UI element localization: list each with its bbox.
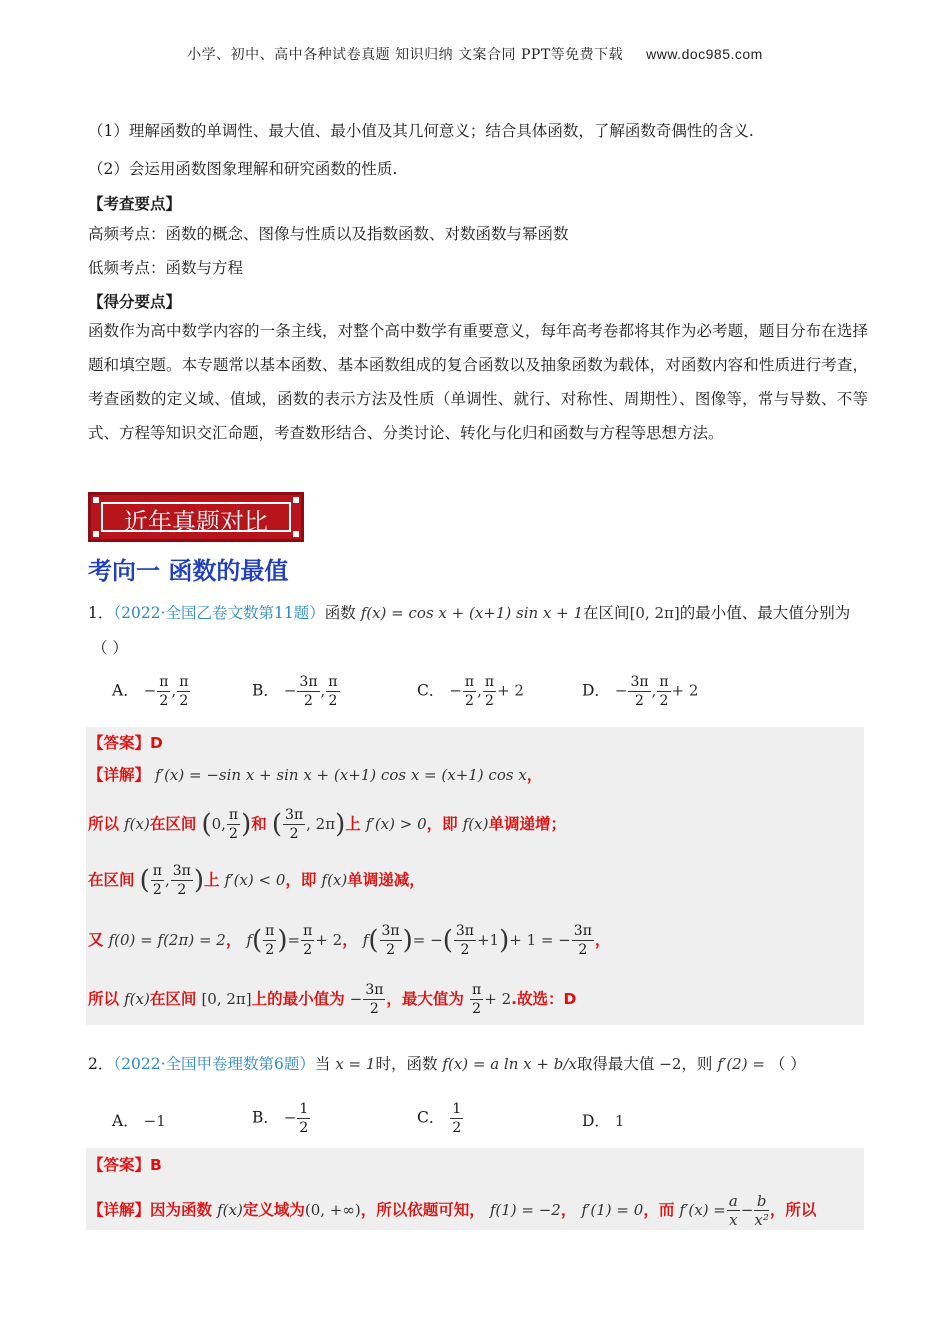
question-number: 1． <box>88 604 114 622</box>
interval: [0, 2π] <box>629 604 680 622</box>
derivative-formula: f′(x) = −sin x + sin x + (x+1) cos x = (x+1) cos x <box>155 766 527 784</box>
objective-2: （2）会运用函数图象理解和研究函数的性质. <box>88 160 398 178</box>
stem-text: 的最小值、最大值分别为 <box>679 604 851 622</box>
q1-answer: 【答案】D <box>88 734 163 752</box>
low-frequency-points: 低频考点：函数与方程 <box>88 259 244 277</box>
detail-text: 上 <box>345 815 361 833</box>
detail-text: ，最大值为 <box>386 990 464 1008</box>
option-value: −1 <box>143 1112 166 1130</box>
option-b[interactable]: B． − $\frac{3\pi}{2}$ , $\frac{\pi}{2}$ <box>252 674 338 709</box>
function-formula: f(x) = a ln x + b/x <box>442 1055 577 1073</box>
question-2-stem <box>88 1052 868 1076</box>
interval: [0, 2π] <box>201 990 252 1008</box>
detail-text: ，所以 <box>769 1201 817 1219</box>
detail-text: 在区间 <box>149 990 197 1008</box>
detail-text: 在区间 <box>149 815 197 833</box>
option-label: A． <box>112 1112 139 1130</box>
option-label: C． <box>417 681 445 700</box>
option-d[interactable] <box>582 1109 624 1131</box>
detail-text: 因为函数 <box>150 1201 213 1219</box>
detail-text: ，即 <box>285 871 317 889</box>
exam-points-tag: 【考查要点】 <box>88 194 182 213</box>
asked-expression: f′(2) = <box>717 1055 765 1073</box>
detail-text: 所以 <box>88 815 120 833</box>
question-source: （2022·全国甲卷理数第6题） <box>113 1055 315 1073</box>
max-value: −2 <box>659 1055 682 1073</box>
inequality: f′(x) > 0 <box>365 815 427 833</box>
detail-text: 在区间 <box>88 871 135 889</box>
detail-text: 单调递减， <box>347 871 425 889</box>
question-1-stem <box>88 601 868 625</box>
detail-text: 又 <box>88 931 104 949</box>
option-label: C． <box>417 1108 445 1127</box>
question-source: （2022·全国乙卷文数第11题） <box>113 604 325 622</box>
question-number: 2． <box>88 1055 114 1073</box>
detail-text: 所以 <box>88 990 120 1008</box>
option-label: A． <box>112 681 139 700</box>
option-b[interactable]: B． − $\frac{1}{2}$ <box>252 1101 309 1136</box>
answer-blank: （ ） <box>92 639 128 657</box>
detail-text: 上 <box>204 871 220 889</box>
option-c[interactable]: C． $\frac{1}{2}$ <box>417 1101 462 1136</box>
objective-1: （1）理解函数的单调性、最大值、最小值及其几何意义；结合具体函数，了解函数奇偶性的含义. <box>88 122 754 140</box>
score-points-tag: 【得分要点】 <box>88 292 182 311</box>
detail-text: .故选：D <box>511 990 577 1008</box>
detail-tag: 【详解】 <box>88 766 151 784</box>
detail-text: 定义域为 <box>242 1201 305 1219</box>
option-label: D． <box>582 681 610 700</box>
option-d[interactable]: D． − $\frac{3\pi}{2}$ , $\frac{\pi}{2}$ + 2 <box>582 674 699 709</box>
score-points-paragraph: 函数作为高中数学内容的一条主线，对整个高中数学有重要意义，每年高考卷都将其作为必考题，题目分布在选择题和填空题。本专题常以基本函数、基本函数组成的复合函数以及抽象函数为载体，对函数内容和性质进行考查，考查函数的定义域、值域，函数的表示方法及性质（单调性、就行、对称性、周期性）、图像等，常与导数、不等式、方程等知识交汇命题，考查数形结合、分类讨论、转化与化归和函数与方程等思想方法。 <box>88 322 868 442</box>
value-formula: f(0) = f(2π) = 2 <box>108 931 226 949</box>
detail-text: ，而 <box>643 1201 675 1219</box>
q2-detail-line-1: 【详解】因为函数 f(x)定义域为(0, +∞)，所以依题可知， f(1) = −2， f′(1) = 0，而 f′(x) = $\frac{a}{x}$ − $\frac{b}{\text{x²}}$ ，所以 <box>88 1192 817 1229</box>
detail-text: 上的最小值为 <box>251 990 345 1008</box>
value-formula: f(1) = −2 <box>489 1201 561 1219</box>
inequality: f′(x) < 0 <box>224 871 286 889</box>
q1-detail-line-4: 又 f(0) = f(2π) = 2， f( $\frac{\pi}{2}$ )= $\frac{\pi}{2}$ + 2， f( $\frac{3\pi}{2}$ )= −( $\frac{3\pi}{2}$ +1)+ 1 = − $\frac{3\pi}{2}$ ， <box>88 923 611 958</box>
page-header <box>0 44 950 64</box>
stem-text: 在区间 <box>583 604 630 622</box>
derivative-value: f′(1) = 0 <box>581 1201 644 1219</box>
header-site[interactable]: www.doc985.com <box>646 46 763 62</box>
condition: x = 1 <box>335 1055 376 1073</box>
stem-text: 取得最大值 <box>576 1055 655 1073</box>
detail-text: 和 <box>251 815 267 833</box>
option-label: D． <box>582 1112 610 1130</box>
q2-answer: 【答案】B <box>88 1156 162 1174</box>
section-title: 考向一 函数的最值 <box>88 557 289 585</box>
header-text: 小学、初中、高中各种试卷真题 知识归纳 文案合同 PPT等免费下载 <box>187 47 624 63</box>
option-a[interactable] <box>112 1109 166 1131</box>
detail-text: ，即 <box>426 815 458 833</box>
q1-detail-line-1: 【详解】 f′(x) = −sin x + sin x + (x+1) cos x = (x+1) cos x， <box>88 766 543 784</box>
domain: (0, +∞) <box>304 1201 361 1219</box>
q1-detail-line-5: 所以 f(x)在区间 [0, 2π]上的最小值为 − $\frac{3\pi}{2}$ ，最大值为 $\frac{\pi}{2}$ + 2.故选：D <box>88 982 577 1017</box>
option-label: B． <box>252 1108 279 1127</box>
high-frequency-points: 高频考点：函数的概念、图像与性质以及指数函数、对数函数与幂函数 <box>88 225 569 243</box>
stem-text: ，则 <box>681 1055 713 1073</box>
option-a[interactable]: A． − $\frac{\pi}{2}$ , $\frac{\pi}{2}$ <box>112 674 189 709</box>
stem-text: 当 <box>314 1055 331 1073</box>
stem-text: 函数 <box>324 604 356 622</box>
option-c[interactable]: C． − $\frac{\pi}{2}$ , $\frac{\pi}{2}$ + 2 <box>417 674 524 709</box>
stem-text: 时，函数 <box>375 1055 438 1073</box>
answer-blank: （ ） <box>769 1055 806 1073</box>
option-label: B． <box>252 681 279 700</box>
function-formula: f(x) = cos x + (x+1) sin x + 1 <box>360 604 584 622</box>
detail-text: ，所以依题可知， <box>360 1201 485 1219</box>
option-value: 1 <box>614 1112 625 1130</box>
detail-tag: 【详解】 <box>88 1201 151 1219</box>
section-banner <box>88 492 304 542</box>
detail-text: 单调递增； <box>488 815 566 833</box>
q1-detail-line-2: 所以 f(x)在区间 (0, $\frac{\pi}{2}$ )和 ( $\frac{3\pi}{2}$ , 2π)上 f′(x) > 0，即 f(x)单调递增； <box>88 807 566 842</box>
q1-detail-line-3: 在区间 ( $\frac{\pi}{2}$ , $\frac{3\pi}{2}$ )上 f′(x) < 0，即 f(x)单调递减， <box>88 863 425 898</box>
banner-text: 近年真题对比 <box>124 508 268 536</box>
